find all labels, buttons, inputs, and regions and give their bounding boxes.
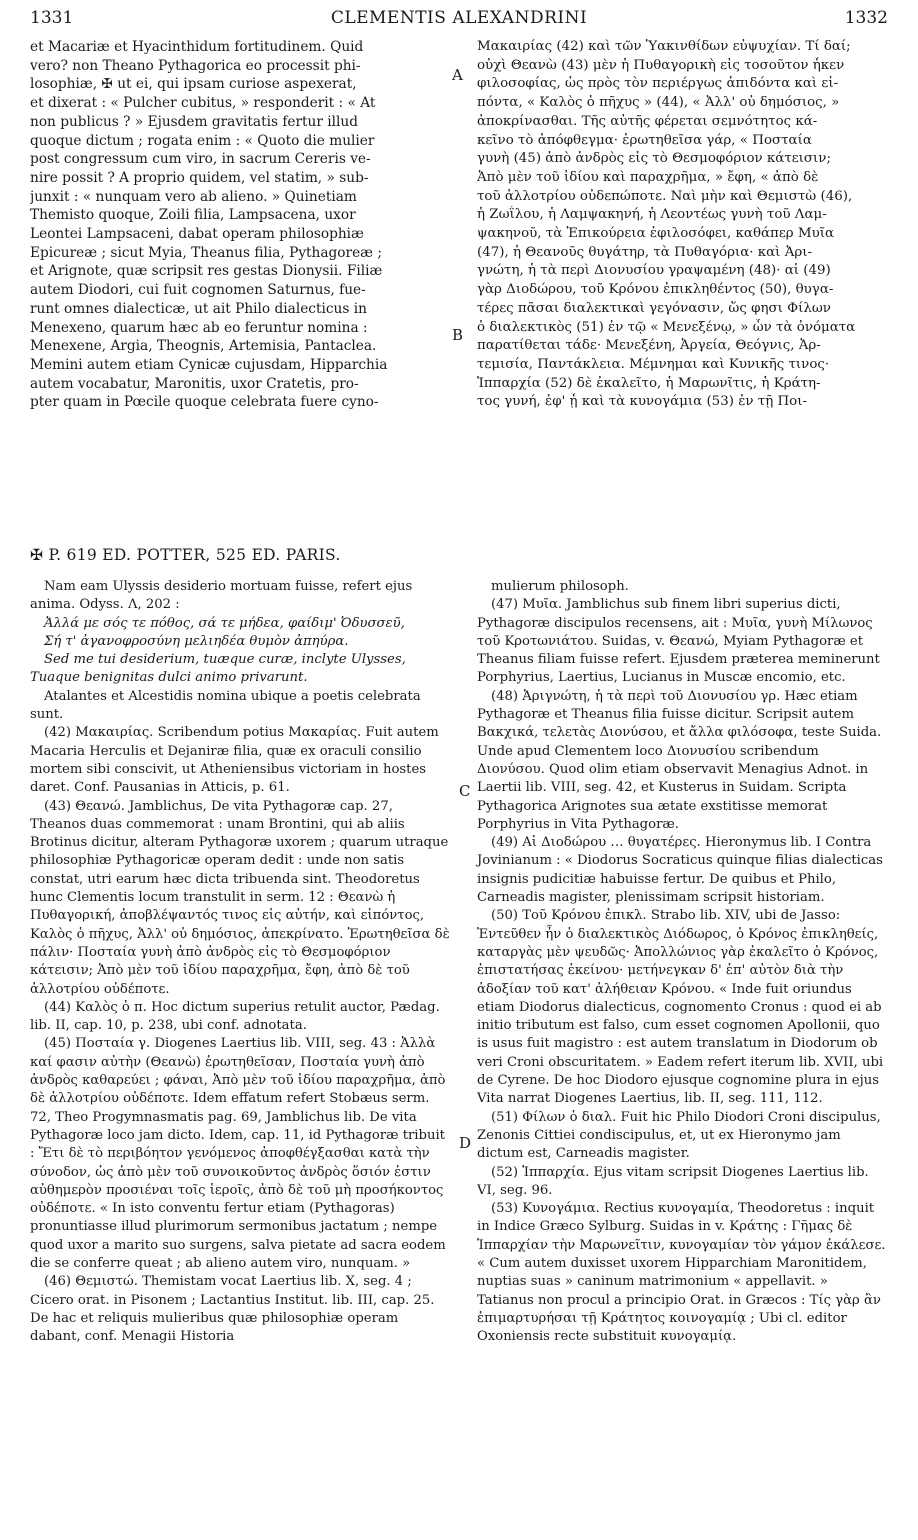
latin-text-line: Epicureæ ; sicut Myia, Theanus filia, Pythagoreæ ;	[30, 244, 383, 261]
footnote-paragraph: (49) Αἱ Διοδώρου … θυγατέρες. Hieronymus lib. I Contra Jovinianum : « Diodorus Socraticus quinque filias dialecticas insignis pudicitiæ habuisse fertur. De quibus et Philo, Carneadis magister, plenissimam scripsit historiam.	[477, 835, 883, 906]
greek-text-line: Ἀπὸ μὲν τοῦ ἰδίου καὶ παραχρῆμα, » ἔφη, « ἀπὸ δὲ	[477, 169, 819, 185]
latin-text-line: pter quam in Pœcile quoque celebrata fuere cyno-	[30, 394, 379, 411]
latin-text-line: autem Diodori, cui fuit cognomen Saturnus, fue-	[30, 282, 366, 299]
footnote-paragraph: (42) Μακαιρίας. Scribendum potius Μακαρίας. Fuit autem Macaria Herculis et Dejaniræ filia, quæ ex oraculi consilio mortem sibi conscivit, ut Atheniensibus victoriam in hostes daret. Conf. Pausanias in Atticis, p. 61.	[30, 725, 439, 796]
greek-text-column	[477, 38, 887, 412]
footnote-paragraph: (44) Καλὸς ὁ π. Hoc dictum superius retulit auctor, Pædag. lib. II, cap. 10, p. 238, ubi conf. adnotata.	[30, 999, 440, 1034]
greek-text-line: παρατίθεται τάδε· Μενεξένη, Ἀργεία, Θεόγνις, Ἀρ-	[477, 338, 821, 354]
footnote-paragraph: (52) Ἱππαρχία. Ejus vitam scripsit Diogenes Laertius lib. VI, seg. 96.	[477, 1164, 869, 1198]
latin-text-line: quoque dictum ; rogata enim : « Quoto die mulier	[30, 132, 375, 149]
footnote-paragraph: Σή τ' ἀγανοφροσύνη μελιηδέα θυμὸν ἀπηύρα.	[44, 633, 349, 649]
footnote-paragraph: Ἀλλά με σός τε πόθος, σά τε μήδεα, φαίδιμ' Ὀδυσσεῦ,	[44, 615, 405, 631]
footnotes-right-column	[477, 578, 887, 1346]
latin-text-line: Themisto quoque, Zoili filia, Lampsacena, uxor	[30, 207, 356, 224]
greek-text-line: τεμισία, Παντάκλεια. Μέμνημαι καὶ Κυνικῆς τινος·	[477, 356, 830, 372]
latin-text-line: post congressum cum viro, in sacrum Cereris ve-	[30, 151, 371, 168]
greek-text-line: Μακαιρίας (42) καὶ τῶν Ὑακινθίδων εὐψυχίαν. Τί δαί;	[477, 39, 851, 54]
greek-text-line: ὁ διαλεκτικὸς (51) ἐν τῷ « Μενεξένῳ, » ὧν τὰ ὀνόματα	[477, 319, 856, 335]
edition-reference: ✠ P. 619 ED. POTTER, 525 ED. PARIS.	[30, 546, 341, 564]
latin-text-line: et Macariæ et Hyacinthidum fortitudinem. Quid	[30, 39, 364, 55]
page-number-right: 1332	[844, 8, 888, 28]
footnote-paragraph: (51) Φίλων ὁ διαλ. Fuit hic Philo Diodori Croni discipulus, Zenonis Cittiei condiscipulus, et, ut ex Hieronymo jam dictum est, Carneadis magister.	[477, 1109, 881, 1162]
footnote-paragraph: mulierum philosoph.	[491, 579, 629, 594]
latin-text-line: nire possit ? A proprio quidem, vel statim, » sub-	[30, 169, 369, 186]
greek-text-line: γυνὴ (45) ἀπὸ ἀνδρὸς εἰς τὸ Θεσμοφόριον κάτεισιν;	[477, 151, 831, 167]
latin-text-line: Menexeno, quarum hæc ab eo feruntur nomina :	[30, 319, 368, 336]
greek-text-line: ἡ Ζωΐλου, ἡ Λαμψακηνή, ἡ Λεοντέως γυνὴ τοῦ Λαμ-	[477, 207, 827, 223]
footnote-paragraph: (45) Ποσταία γ. Diogenes Laertius lib. VIII, seg. 43 : Ἀλλὰ καί φασιν αὐτὴν (Θεανὼ) ἐρωτηθεῖσαν, Ποσταία γυνὴ ἀπὸ ἀνδρὸς καθαρεύει ; φάναι, Ἀπὸ μὲν τοῦ ἰδίου παραχρῆμα, ἀπὸ δὲ ἀλλοτρίου οὐδέποτε. Idem effatum refert Stobæus serm. 72, Theo Progymnasmatis pag. 69, Jamblichus lib. De vita Pythagoræ loco jam dicto. Idem, cap. 11, id Pythagoræ tribuit : Ἔτι δὲ τὸ περιβόητον γενόμενος ἀποφθέγξασθαι κατὰ τὴν σύνοδον, ὡς ἀπὸ μὲν τοῦ συνοικοῦντος ἀνδρὸς ὅσιόν ἐστιν αὐθημερὸν προσιέναι τοῖς ἱεροῖς, ἀπὸ δὲ τοῦ μὴ προσήκοντος οὐδέποτε. « In isto conventu fertur etiam (Pythagoras) pronuntiasse illud plurimorum sermonibus jactatum ; nempe quod uxor a marito suo surgens, salva pietate ad sacra eodem die se conferre queat ; ab alieno autem viro, nunquam. »	[30, 1036, 446, 1271]
latin-text-line: et dixerat : « Pulcher cubitus, » responderit : « At	[30, 95, 376, 112]
footnote-paragraph: Nam eam Ulyssis desiderio mortuam fuisse, refert ejus anima. Odyss. Λ, 202 :	[30, 579, 413, 613]
page-number-left: 1331	[30, 8, 74, 28]
greek-text-line: πόντα, « Καλὸς ὁ πῆχυς » (44), « Ἀλλ' οὐ δημόσιος, »	[477, 95, 840, 111]
footnote-paragraph: (43) Θεανώ. Jamblichus, De vita Pythagoræ cap. 27, Theanos duas commemorat : unam Brontini, qui ab aliis Brotinus dicitur, alteram Pythagoræ uxorem ; quarum utraque philosophiæ Pythagoricæ operam dedit : unde non satis constat, utri earum hæc dicta tribuenda sint. Theodoretus hunc Clementis locum transtulit in serm. 12 : Θεανὼ ἡ Πυθαγορική, ἀποβλέψαντός τινος εἰς αὐτήν, καὶ εἰπόντος, Καλὸς ὁ πῆχυς, Ἀλλ' οὐ δημόσιος, ἀπεκρίνατο. Ἐρωτηθεῖσα δὲ πάλιν· Ποσταία γυνὴ ἀπὸ ἀνδρὸς εἰς τὸ Θεσμοφόριον κάτεισιν; Ἀπὸ μὲν τοῦ ἰδίου παραχρῆμα, ἔφη, ἀπὸ δὲ τοῦ ἀλλοτρίου οὐδέποτε.	[30, 798, 450, 997]
latin-text-line: losophiæ, ✠ ut ei, qui ipsam curiose aspexerat,	[30, 76, 357, 93]
latin-text-line: Memini autem etiam Cynicæ cujusdam, Hipparchia	[30, 356, 388, 373]
greek-text-line: ψακηνοῦ, τὰ Ἐπικούρεια ἐφιλοσόφει, καθάπερ Μυῖα	[477, 226, 835, 242]
greek-text-line: τος γυνή, ἐφ' ᾗ καὶ τὰ κυνογάμια (53) ἐν τῇ Ποι-	[477, 394, 807, 410]
footnote-paragraph: (48) Ἀριγνώτη, ἡ τὰ περὶ τοῦ Διονυσίου γρ. Hæc etiam Pythagoræ et Theanus filia fuisse dicitur. Scripsit autem Βακχικά, τελετὰς Διονύσου, et ἄλλα φιλόσοφα, teste Suida. Unde apud Clementem loco Διονυσίου scribendum Διονύσου. Quod olim etiam observavit Menagius Adnot. in Laertii lib. VIII, seg. 42, et Kusterus in Suidam. Scripta Pythagorica Arignotes sua ætate exstitisse memorat Porphyrius in Vita Pythagoræ.	[477, 688, 882, 832]
footnote-paragraph: Atalantes et Alcestidis nomina ubique a poetis celebrata sunt.	[30, 688, 421, 723]
latin-text-line: Menexene, Argia, Theognis, Artemisia, Pantaclea.	[30, 338, 377, 355]
greek-text-line: τέρες πᾶσαι διαλεκτικαὶ γεγόνασιν, ὥς φησι Φίλων	[477, 300, 831, 316]
greek-text-line: τοῦ ἀλλοτρίου οὐδεπώποτε. Ναὶ μὴν καὶ Θεμιστὼ (46),	[477, 188, 853, 204]
greek-text-line: οὐχὶ Θεανὼ (43) μὲν ἡ Πυθαγορικὴ εἰς τοσοῦτον ἧκεν	[477, 57, 845, 73]
running-title: CLEMENTIS ALEXANDRINI	[330, 8, 588, 28]
greek-text-line: φιλοσοφίας, ὡς πρὸς τὸν περιέργως ἀπιδόντα καὶ εἰ-	[477, 76, 839, 92]
margin-letter-a: A	[452, 66, 463, 84]
footnote-paragraph: Sed me tui desiderium, tuæque curæ, inclyte Ulysses, Tuaque benignitas dulci animo privarunt.	[30, 652, 406, 686]
greek-text-line: (47), ἡ Θεανοῦς θυγάτηρ, τὰ Πυθαγόρια· καὶ Ἀρι-	[477, 244, 813, 260]
margin-letter-c: C	[459, 782, 471, 800]
margin-letter-d: D	[459, 1134, 472, 1152]
latin-text-line: Leontei Lampsaceni, dabat operam philosophiæ	[30, 226, 364, 243]
margin-letter-b: B	[452, 326, 464, 344]
greek-text-line: κεῖνο τὸ ἀπόφθεγμα· ἐρωτηθεῖσα γάρ, « Ποσταία	[477, 132, 812, 148]
footnote-paragraph: (53) Κυνογάμια. Rectius κυνογαμία, Theodoretus : inquit in Indice Græco Sylburg. Suidas in v. Κράτης : Γῆμας δὲ Ἱππαρχίαν τὴν Μαρωνεῖτιν, κυνογαμίαν τὸν γάμον ἐκάλεσε. « Cum autem duxisset uxorem Hipparchiam Maronitidem, nuptias suas » caninum matrimonium « appellavit. » Tatianus non procul a principio Orat. in Græcos : Τίς γὰρ ἂν ἐπιμαρτυρήσαι τῇ Κράτητος κοινογαμίᾳ ; Ubi cl. editor Oxoniensis recte substituit κυνογαμίᾳ.	[477, 1201, 886, 1345]
latin-text-line: runt omnes dialecticæ, ut ait Philo dialecticus in	[30, 300, 367, 317]
latin-text-line: et Arignote, quæ scripsit res gestas Dionysii. Filiæ	[30, 263, 383, 280]
latin-text-line: junxit : « nunquam vero ab alieno. » Quinetiam	[30, 188, 357, 205]
footnote-paragraph: (47) Μυῖα. Jamblichus sub finem libri superius dicti, Pythagoræ discipulos recensens, ait : Μυῖα, γυνὴ Μίλωνος τοῦ Κροτωνιάτου. Suidas, v. Θεανώ, Myiam Pythagoræ et Theanus filiam fuisse refert. Ejusdem præterea meminerunt Porphyrius, Laertius, Lucianus in Muscæ encomio, etc.	[477, 597, 880, 686]
footnotes-left-column	[30, 578, 450, 1346]
footnote-paragraph: (46) Θεμιστώ. Themistam vocat Laertius lib. X, seg. 4 ; Cicero orat. in Pisonem ; Lactantius Institut. lib. III, cap. 25. De hac et reliquis mulieribus quæ philosophiæ operam dabant, conf. Menagii Historia	[30, 1274, 435, 1345]
greek-text-line: Ἱππαρχία (52) δὲ ἐκαλεῖτο, ἡ Μαρωνῖτις, ἡ Κράτη-	[477, 375, 821, 391]
latin-text-line: vero? non Theano Pythagorica eo processit phi-	[30, 57, 361, 74]
latin-text-column	[30, 38, 445, 412]
greek-text-line: ἀποκρίνασθαι. Τῆς αὐτῆς φέρεται σεμνότητος κά-	[477, 113, 818, 129]
greek-text-line: γνώτη, ἡ τὰ περὶ Διονυσίου γραψαμένη (48)· αἱ (49)	[477, 263, 831, 279]
latin-text-line: non publicus ? » Ejusdem gravitatis fertur illud	[30, 113, 358, 130]
footnote-paragraph: (50) Τοῦ Κρόνου ἐπικλ. Strabo lib. XIV, ubi de Jasso: Ἐντεῦθεν ἦν ὁ διαλεκτικὸς Διόδωρος, ὁ Κρόνος ἐπικληθείς, καταργὰς μὲν ψευδῶς· Ἀπολλώνιος γὰρ ἐκαλεῖτο ὁ Κρόνος, ἐπιστατήσας ἐκείνου· μετήνεγκαν δ' ἐπ' αὐτὸν διὰ τὴν ἀδοξίαν τοῦ κατ' ἀλήθειαν Κρόνου. « Inde fuit oriundus etiam Diodorus dialecticus, cognomento Cronus : quod ei ab initio tributum est falso, cum esset cognomen Apollonii, quo is usus fuit magistro : est autem translatum in Diodorum ob veri Croni obscuritatem. » Eadem refert iterum lib. XVII, ubi de Cyrene. De hoc Diodoro ejusque cognomine plura in ejus Vita narrat Diogenes Laertius, lib. II, seg. 111, 112.	[477, 908, 884, 1107]
page-header	[30, 8, 888, 32]
greek-text-line: γὰρ Διοδώρου, τοῦ Κρόνου ἐπικληθέντος (50), θυγα-	[477, 282, 834, 298]
latin-text-line: autem vocabatur, Maronitis, uxor Cratetis, pro-	[30, 375, 359, 392]
